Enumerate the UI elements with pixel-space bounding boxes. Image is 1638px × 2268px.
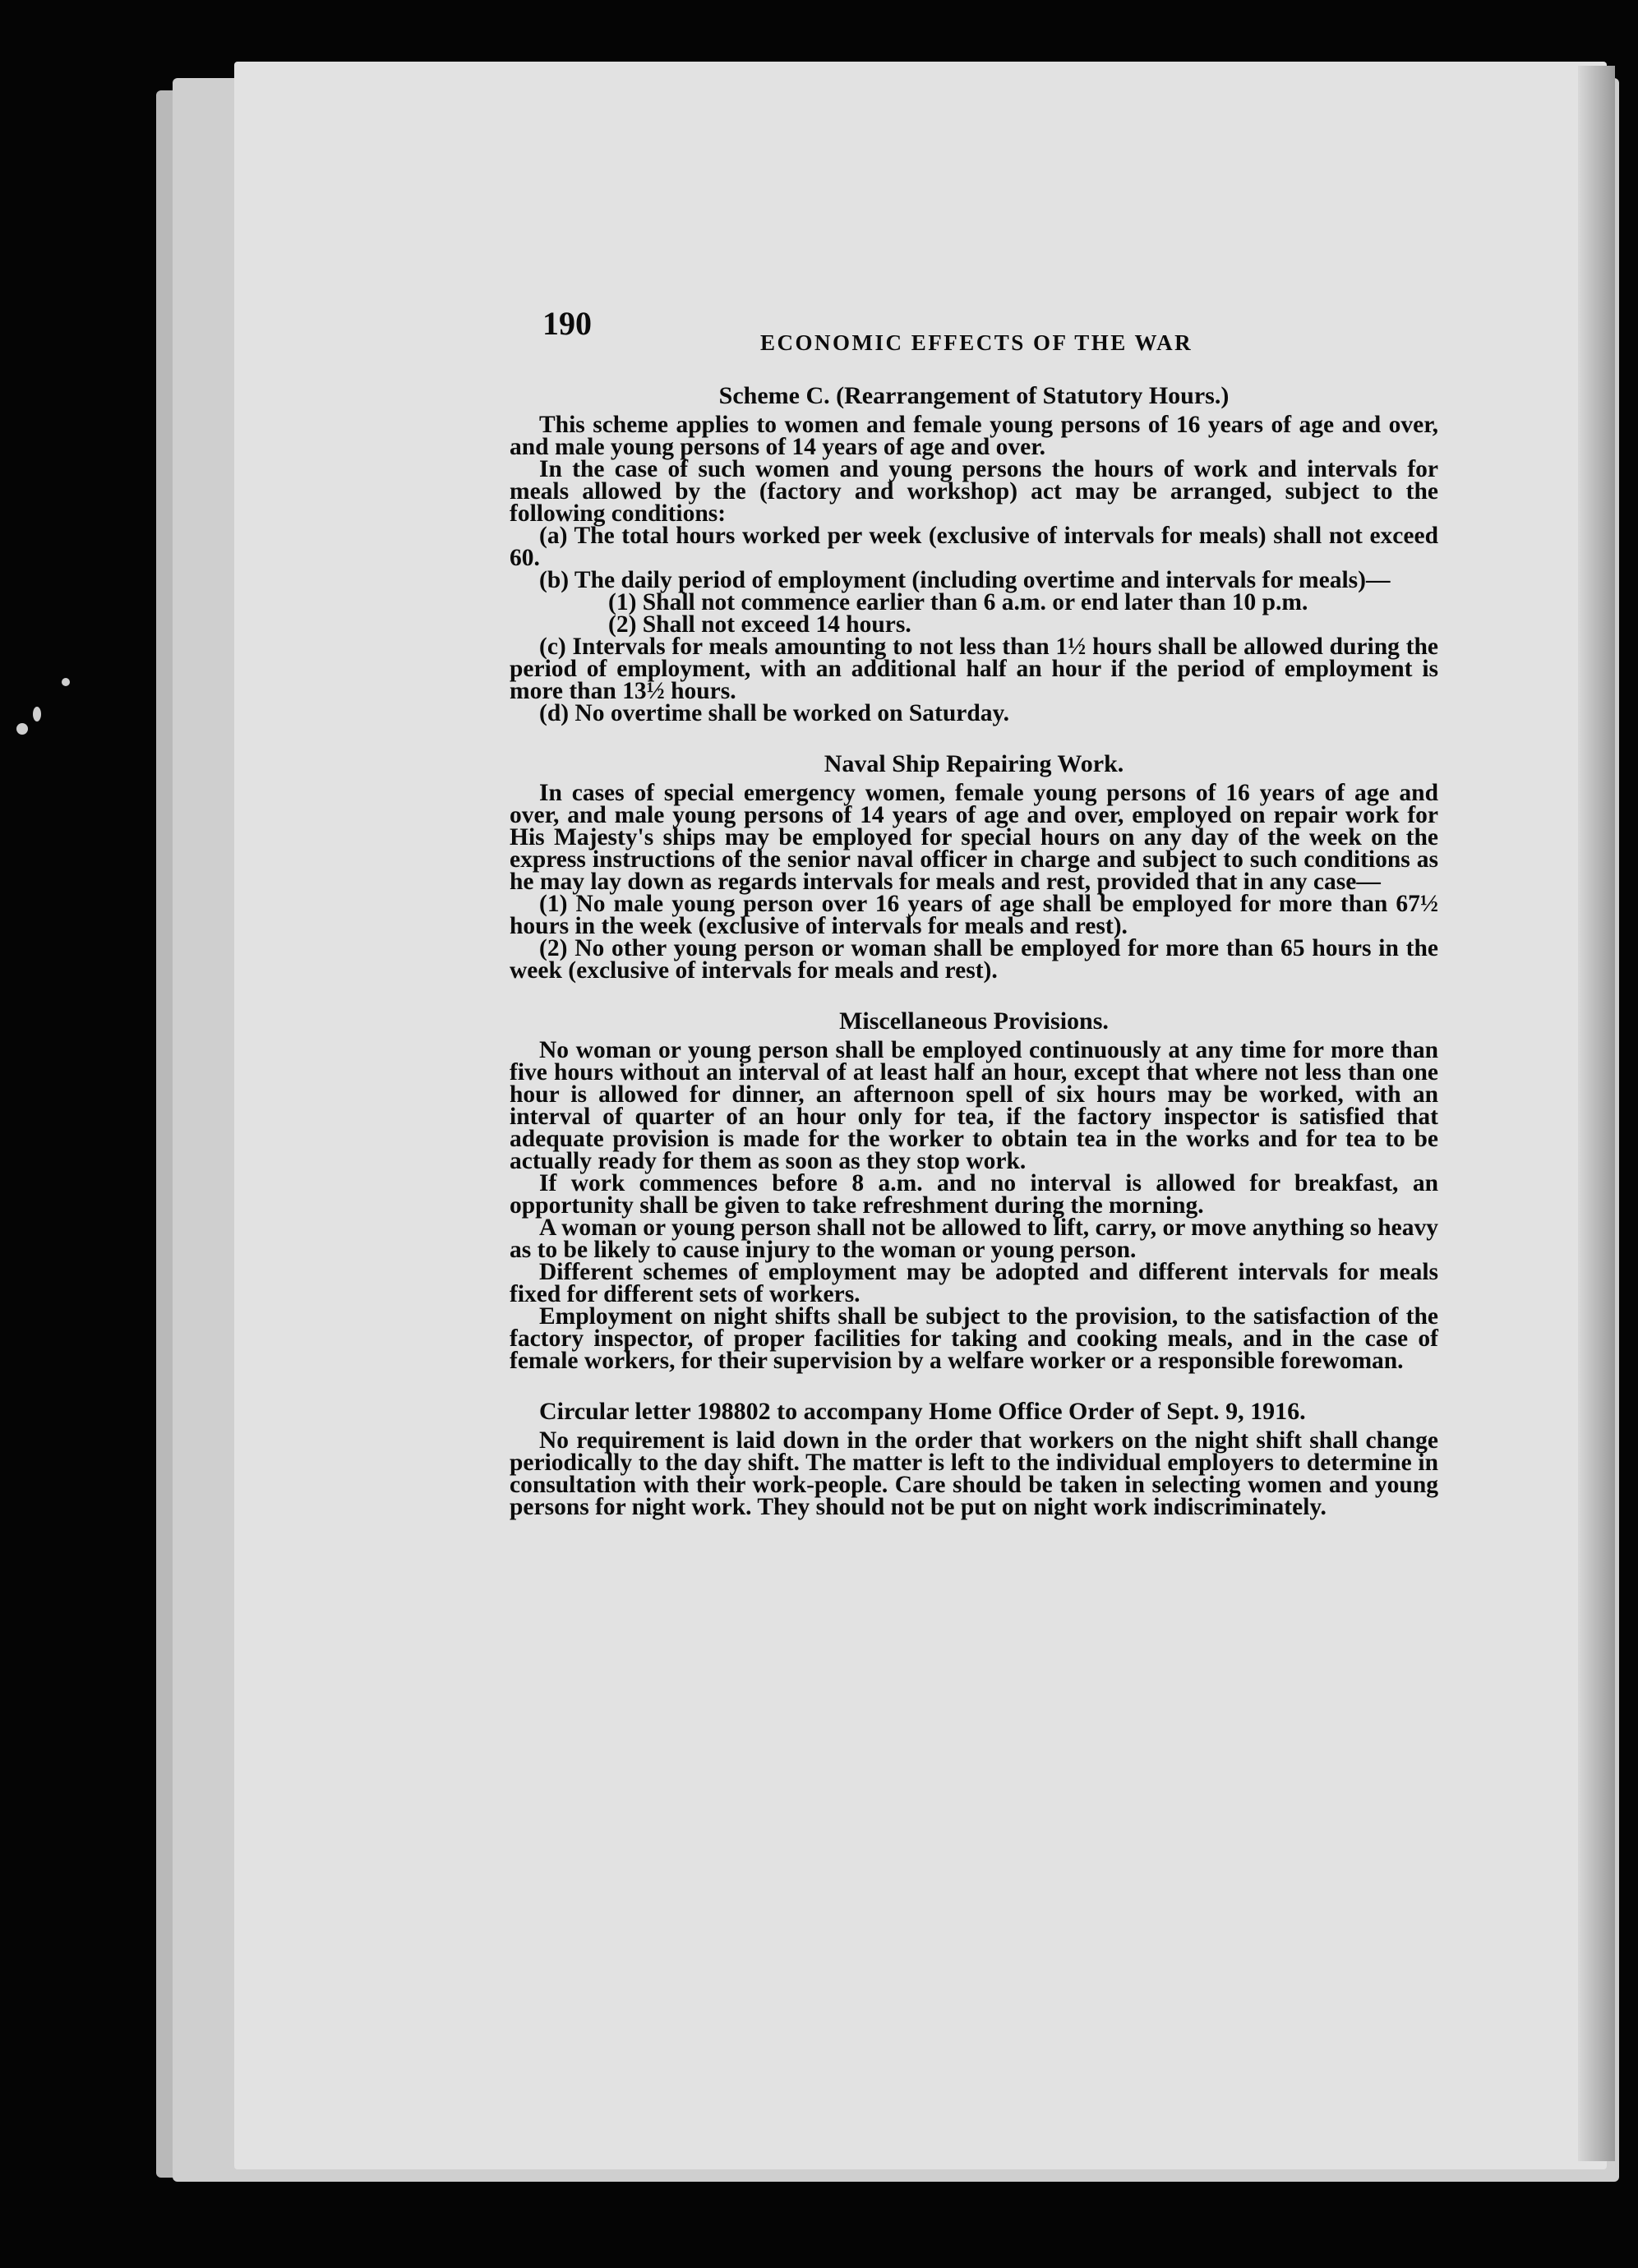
paragraph: In cases of special emergency women, female young persons of 16 years of age and over, and male young persons of 14 years of age and over, employed on repair work for His Majesty's ships may be employed for special hours on any day of the week on the express instructions of the senior naval officer in charge and subject to such conditions as he may lay down as regards intervals for meals and rest, provided that in any case—: [510, 780, 1438, 895]
page-header: [510, 305, 1438, 378]
dust-speck: [62, 678, 70, 686]
section-heading: Scheme C. (Rearrangement of Statutory Hours.): [718, 382, 1230, 409]
condition-item: (2) No other young person or woman shall be employed for more than 65 hours in the week (exclusive of intervals for meals and rest).: [510, 935, 1438, 984]
condition-item: (c) Intervals for meals amounting to not less than 1½ hours shall be allowed during the period of employment, with an additional half an hour if the period of employment is more than 13½ hours.: [510, 634, 1438, 704]
sub-condition-item: (2) Shall not exceed 14 hours.: [608, 611, 911, 638]
running-title: ECONOMIC EFFECTS OF THE WAR: [760, 330, 1193, 355]
dust-speck: [33, 707, 41, 721]
section-heading: Naval Ship Repairing Work.: [824, 750, 1124, 777]
section-heading: Circular letter 198802 to accompany Home Office Order of Sept. 9, 1916.: [539, 1398, 1306, 1425]
section-scheme-c: [510, 383, 1438, 725]
paragraph: In the case of such women and young persons the hours of work and intervals for meals allowed by the (factory and workshop) act may be arranged, subject to the following conditions:: [510, 456, 1438, 527]
condition-item: (d) No overtime shall be worked on Saturday.: [539, 700, 1009, 726]
section-heading: Miscellaneous Provisions.: [839, 1007, 1109, 1035]
paragraph: Employment on night shifts shall be subject to the provision, to the satisfaction of the factory inspector, of proper facilities for taking and cooking meals, and in the case of female workers, for their supervision by a welfare worker or a responsible forewoman.: [510, 1303, 1438, 1374]
page-fold-shadow: [1578, 66, 1615, 2161]
sub-condition-item: (1) Shall not commence earlier than 6 a.m. or end later than 10 p.m.: [608, 589, 1308, 615]
paragraph: A woman or young person shall not be allowed to lift, carry, or move anything so heavy as to be likely to cause injury to the woman or young person.: [510, 1215, 1438, 1263]
paragraph: If work commences before 8 a.m. and no interval is allowed for breakfast, an opportunity shall be given to take refreshment during the morning.: [510, 1170, 1438, 1219]
paragraph: No woman or young person shall be employed continuously at any time for more than five hours without an interval of at least half an hour, except that where not less than one hour is allowed for dinner, an afternoon spell of six hours may be worked, with an interval of quarter of an hour only for tea, if the factory inspector is satisfied that adequate provision is made for the worker to obtain tea in the works and for tea to be actually ready for them as soon as they stop work.: [510, 1037, 1438, 1174]
condition-item: (b) The daily period of employment (including overtime and intervals for meals)—: [539, 567, 1391, 593]
dust-speck: [16, 723, 28, 735]
section-circular: [510, 1399, 1438, 1519]
paragraph: Different schemes of employment may be adopted and different intervals for meals fixed for different sets of workers.: [510, 1259, 1438, 1307]
page-text: [510, 305, 1438, 1520]
section-miscellaneous: [510, 1008, 1438, 1372]
paragraph: No requirement is laid down in the order that workers on the night shift shall change periodically to the day shift. The matter is left to the individual employers to determine in consultation with their work-people. Care should be taken in selecting women and young persons for night work. They should not be put on night work indiscriminately.: [510, 1427, 1438, 1520]
paragraph: This scheme applies to women and female young persons of 16 years of age and over, and male young persons of 14 years of age and over.: [510, 412, 1438, 460]
section-naval: [510, 751, 1438, 982]
page-number: 190: [542, 305, 592, 342]
condition-item: (a) The total hours worked per week (exclusive of intervals for meals) shall not exceed 60.: [510, 523, 1438, 571]
condition-item: (1) No male young person over 16 years of age shall be employed for more than 67½ hours in the week (exclusive of intervals for meals and rest).: [510, 891, 1438, 939]
